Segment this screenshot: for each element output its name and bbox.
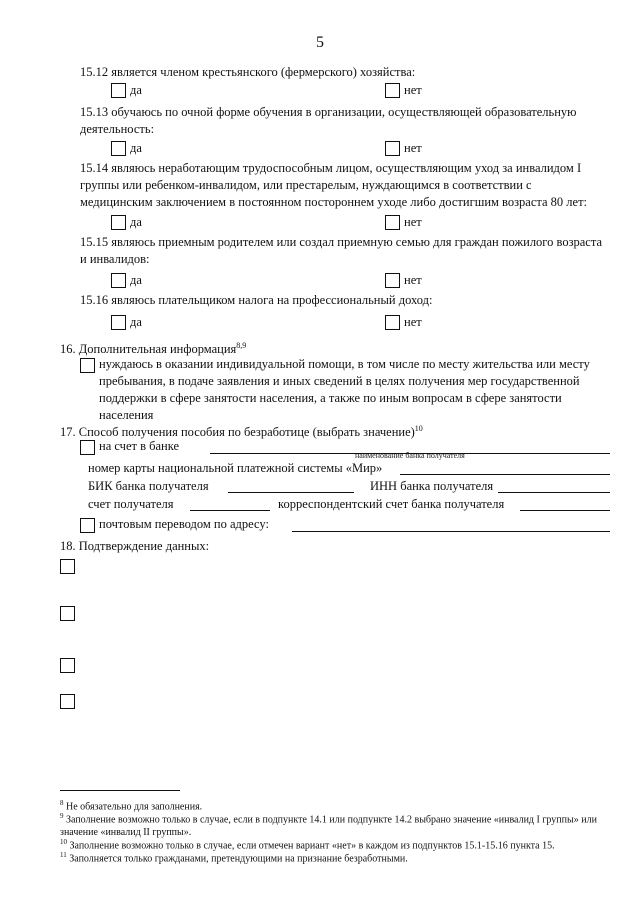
confirmation-option-1[interactable]	[60, 557, 605, 574]
option-text: на счет в банке	[99, 439, 180, 453]
yes-label: да	[130, 315, 142, 329]
footnote-number: 11	[60, 851, 67, 859]
option-text: почтовым переводом по адресу:	[99, 517, 269, 531]
option-text: нуждаюсь в оказании индивидуальной помощи, в том числе по месту жительства или месту пребывания, в подаче заявления и иных сведений в целях получения мер государственной поддержки в сфере занятости населения, а также по иным вопросам в сфере занятости населения	[99, 357, 590, 422]
inn-label: ИНН банка получателя	[370, 479, 494, 493]
footnote-number: 8	[60, 799, 64, 807]
no-label: нет	[404, 273, 422, 287]
postal-transfer-option[interactable]	[80, 516, 269, 533]
corr-account-field[interactable]	[520, 510, 610, 511]
no-option-15-14[interactable]	[385, 215, 422, 230]
section-title-text: 16. Дополнительная информация	[60, 342, 237, 357]
checkbox[interactable]	[385, 141, 400, 156]
no-option-15-16[interactable]	[385, 315, 422, 330]
checkbox[interactable]	[385, 315, 400, 330]
yes-label: да	[130, 83, 142, 97]
checkbox[interactable]	[60, 658, 75, 673]
question-number: 15.15	[80, 235, 109, 249]
confirmation-option-3[interactable]	[60, 656, 605, 673]
bik-field[interactable]	[228, 492, 354, 493]
no-label: нет	[404, 141, 422, 155]
checkbox[interactable]	[80, 440, 95, 455]
yes-option-15-16[interactable]	[111, 315, 142, 330]
question-number: 15.16	[80, 293, 109, 307]
checkbox[interactable]	[111, 83, 126, 98]
checkbox[interactable]	[80, 358, 95, 373]
footnote-text: Не обязательно для заполнения.	[66, 801, 203, 813]
page-number: 5	[316, 34, 324, 51]
checkbox[interactable]	[111, 215, 126, 230]
checkbox[interactable]	[60, 559, 75, 574]
yes-option-15-13[interactable]	[111, 141, 142, 156]
footnote-text: Заполняется только гражданами, претендующими на признание безработными.	[69, 853, 408, 865]
no-option-15-15[interactable]	[385, 273, 422, 288]
checkbox[interactable]	[111, 315, 126, 330]
footnote-divider	[60, 790, 180, 791]
card-number-label: номер карты национальной платежной системы «Мир»	[88, 461, 383, 475]
account-field[interactable]	[190, 510, 270, 511]
footnote-11	[60, 849, 620, 865]
checkbox[interactable]	[111, 273, 126, 288]
bik-label: БИК банка получателя	[88, 479, 209, 493]
checkbox[interactable]	[60, 606, 75, 621]
bank-name-caption: наименование банка получателя	[355, 451, 465, 460]
footnote-number: 9	[60, 812, 64, 820]
individual-help-option[interactable]	[80, 356, 605, 424]
yes-label: да	[130, 273, 142, 287]
question-text: являюсь неработающим трудоспособным лицом, осуществляющим уход за инвалидом I группы или ребенком-инвалидом, или престарелым, нуждающимся в соответствии с медицинским заключением в постоянном постороннем уходе либо достигшим возраста 80 лет:	[80, 161, 588, 209]
no-option-15-13[interactable]	[385, 141, 422, 156]
footnote-9	[60, 810, 620, 839]
no-label: нет	[404, 215, 422, 229]
footnote-number: 10	[60, 838, 67, 846]
checkbox[interactable]	[60, 694, 75, 709]
yes-label: да	[130, 141, 142, 155]
section-title-text: 17. Способ получения пособия по безработице (выбрать значение)	[60, 425, 415, 440]
question-15-13	[80, 104, 605, 138]
checkbox[interactable]	[80, 518, 95, 533]
card-number-field[interactable]	[400, 474, 610, 475]
question-number: 15.13	[80, 105, 109, 119]
question-text: является членом крестьянского (фермерского) хозяйства:	[111, 65, 416, 79]
question-15-15	[80, 234, 605, 268]
question-15-14	[80, 160, 605, 211]
no-option-15-12[interactable]	[385, 83, 422, 98]
question-15-12	[80, 64, 600, 81]
section-16-title	[60, 337, 246, 358]
question-text: являюсь плательщиком налога на профессиональный доход:	[111, 293, 433, 307]
section-18-title: 18. Подтверждение данных:	[60, 539, 210, 553]
yes-option-15-14[interactable]	[111, 215, 142, 230]
no-label: нет	[404, 83, 422, 97]
no-label: нет	[404, 315, 422, 329]
footnote-ref: 10	[414, 424, 423, 433]
postal-address-field[interactable]	[292, 531, 610, 532]
question-number: 15.12	[80, 65, 109, 79]
footnote-text: Заполнение возможно только в случае, если отмечен вариант «нет» в каждом из подпунктов 15.1-15.16 пункта 15.	[69, 840, 555, 852]
question-15-16	[80, 292, 600, 309]
question-text: обучаюсь по очной форме обучения в организации, осуществляющей образовательную деятельность:	[80, 105, 577, 136]
footnote-text: Заполнение возможно только в случае, если в подпункте 14.1 или подпункте 14.2 выбрано значение «инвалид I группы» или значение «инвалид II группы».	[60, 814, 597, 839]
checkbox[interactable]	[385, 215, 400, 230]
yes-option-15-15[interactable]	[111, 273, 142, 288]
yes-option-15-12[interactable]	[111, 83, 142, 98]
checkbox[interactable]	[385, 83, 400, 98]
inn-field[interactable]	[498, 492, 610, 493]
checkbox[interactable]	[385, 273, 400, 288]
confirmation-option-4[interactable]	[60, 692, 605, 709]
yes-label: да	[130, 215, 142, 229]
question-text: являюсь приемным родителем или создал приемную семью для граждан пожилого возраста и инвалидов:	[80, 235, 603, 266]
checkbox[interactable]	[111, 141, 126, 156]
corr-account-label: корреспондентский счет банка получателя	[278, 497, 505, 511]
account-label: счет получателя	[88, 497, 174, 511]
bank-account-option[interactable]	[80, 438, 179, 455]
footnote-ref: 8,9	[236, 341, 247, 350]
confirmation-option-2[interactable]	[60, 604, 605, 621]
question-number: 15.14	[80, 161, 109, 175]
